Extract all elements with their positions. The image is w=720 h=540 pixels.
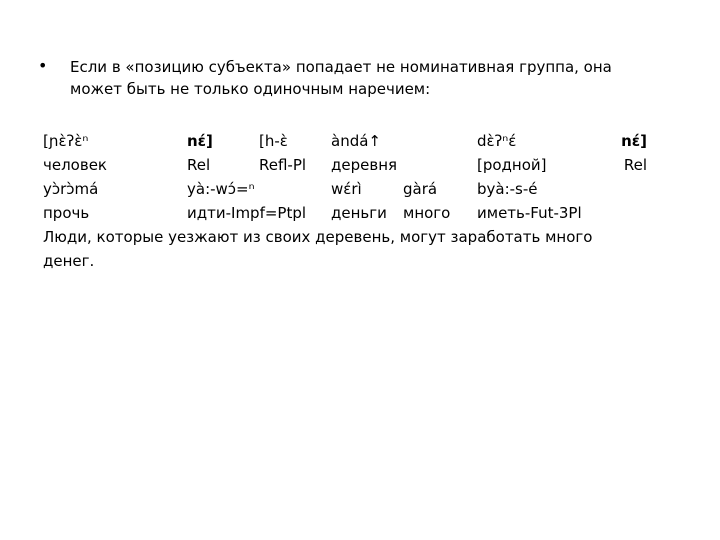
gloss-word: dɛ̀ʔⁿɛ́ [477,132,517,150]
bullet-line-2: может быть не только одиночным наречием: [70,80,431,98]
gloss-word: byà:-s-é [477,180,538,198]
gloss-word: деревня [331,156,398,174]
gloss-row-russian-2 [43,201,683,225]
gloss-word: [родной] [477,156,547,174]
gloss-word: Rel [187,156,211,174]
gloss-word: nɛ́] [621,132,647,150]
gloss-word: àndá↑ [331,132,381,150]
gloss-word: человек [43,156,107,174]
gloss-word: yà:-wɔ́=ⁿ [187,180,255,198]
gloss-row-dogon-2 [43,177,683,201]
interlinear-gloss [43,129,683,273]
bullet-line-1: Если в «позицию субъекта» попадает не номинативная группа, она [70,58,612,76]
gloss-word: [h-ɛ̀ [259,132,288,150]
gloss-word: gàrá [403,180,438,198]
free-translation: Люди, которые уезжают из своих деревень, могут заработать много денег. [43,228,593,270]
gloss-word: много [403,204,451,222]
gloss-word: деньги [331,204,387,222]
gloss-word: nɛ́] [187,132,213,150]
gloss-word: wɛ́rì [331,180,362,198]
bullet-text [70,56,680,100]
gloss-word: Refl-Pl [259,156,307,174]
gloss-row-russian-1 [43,153,683,177]
gloss-word: прочь [43,204,90,222]
gloss-word: Rel [623,156,647,174]
gloss-word: [ɲɛ̀ʔɛ̀ⁿ [43,132,89,150]
gloss-word: идти-Impf=Ptpl [187,204,307,222]
gloss-word: иметь-Fut-3Pl [477,204,582,222]
gloss-row-dogon-1 [43,129,683,153]
gloss-word: yɔ̀rɔ̀má [43,180,99,198]
bullet-marker: • [38,56,48,75]
